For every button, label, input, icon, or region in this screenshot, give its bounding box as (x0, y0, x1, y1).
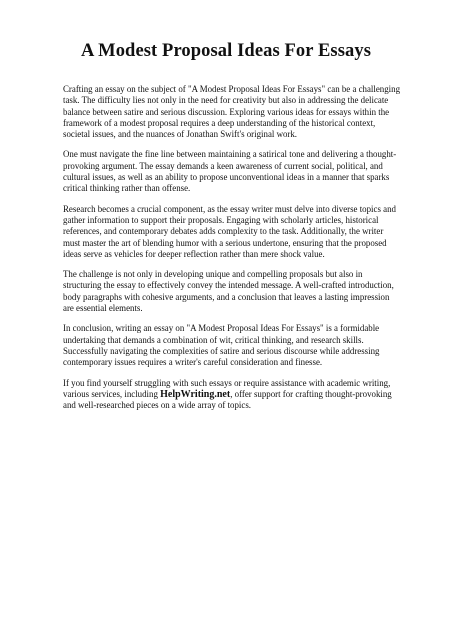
paragraph-research: Research becomes a crucial component, as the essay writer must delve into diverse topics and gather information to support their proposals. Engaging with scholarly articles, historical references, and contemporary debates adds complexity to the task. Additionally, the writer must master the art of blending humor with a serious undertone, ensuring that the proposed ideas serve as vehicles for deeper reflection rather than mere shock value. (63, 203, 396, 259)
paragraph-structure: The challenge is not only in developing unique and compelling proposals but also in structuring the essay to effectively convey the intended message. A well-crafted introduction, body paragraphs with cohesive arguments, and a conclusion that leaves a lasting impression are essential elements. (63, 269, 394, 314)
paragraph-intro: Crafting an essay on the subject of "A Modest Proposal Ideas For Essays" can be a challenging task. The difficulty lies not only in the need for creativity but also in addressing the delicate balance between satire and serious discussion. Exploring various ideas for essays within the framework of a modest proposal requires a deep understanding of the historical context, societal issues, and the nuances of Jonathan Swift's original work. (63, 84, 401, 140)
document-body (63, 84, 401, 420)
paragraph-conclusion: In conclusion, writing an essay on "A Modest Proposal Ideas For Essays" is a formidable undertaking that demands a combination of wit, critical thinking, and research skills. Successfully navigating the complexities of satire and serious discourse while addressing contemporary issues requires a writer's careful consideration and finesse. (63, 323, 380, 368)
helpwriting-link[interactable]: HelpWriting.net (160, 388, 231, 400)
paragraph-tone: One must navigate the fine line between maintaining a satirical tone and delivering a thought-provoking argument. The essay demands a keen awareness of current social, political, and cultural issues, as well as an ability to propose unconventional ideas in a manner that sparks critical thinking rather than offense. (63, 149, 397, 194)
paragraph-services (63, 378, 401, 412)
services-text-after: , offer support for crafting thought-provoking and well-researched pieces on a wide array of topics. (63, 388, 392, 411)
services-text-before: If you find yourself struggling with such essays or require assistance with academic writing, various services, including (63, 377, 391, 399)
page-title: A Modest Proposal Ideas For Essays (80, 41, 371, 61)
